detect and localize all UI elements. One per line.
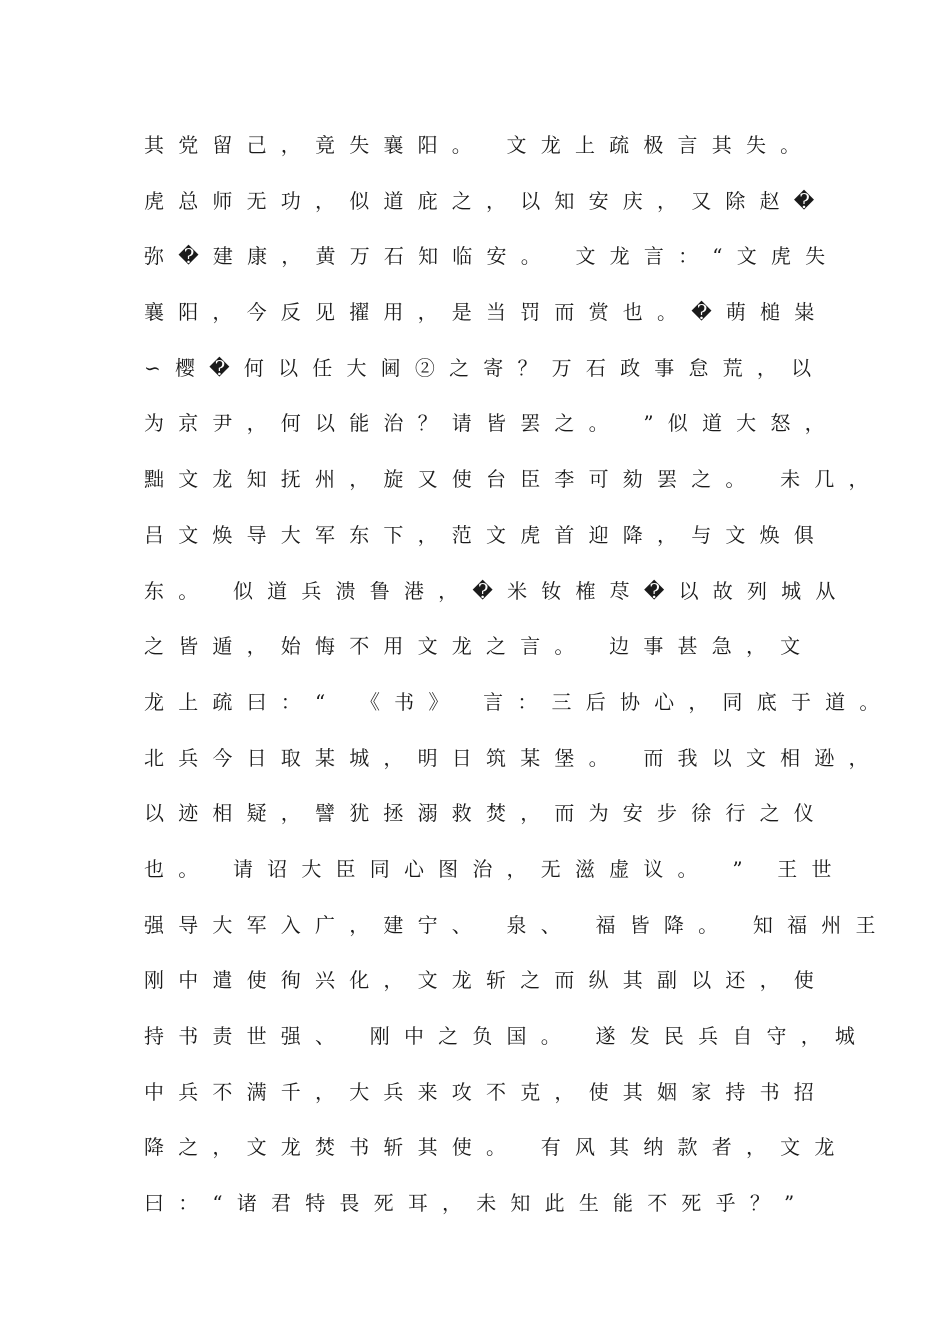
text-line: 为京尹，何以能治？请皆罢之。 ”似道大怒，	[144, 411, 839, 436]
text-body	[144, 130, 894, 1244]
text-line: 持书责世强、 刚中之负国。 遂发民兵自守，城	[144, 1024, 870, 1048]
text-line: 曰：“诸君特畏死耳，未知此生能不死乎？”	[144, 1191, 809, 1216]
text-line: 也。 请诏大臣同心图治，无滋虚议。 ” 王世	[144, 856, 846, 881]
text-line: 东。 似道兵溃鲁港，�米钕榷荩�以故列城从	[144, 578, 850, 603]
text-line: 龙上疏曰：“ 《书》 言：三后协心，同底于道。	[144, 689, 894, 714]
text-line: 之皆遁，始悔不用文龙之言。 边事甚急，文	[144, 634, 815, 659]
text-line: 强导大军入广，建宁、 泉、 福皆降。 知福州王	[144, 912, 890, 937]
text-line: 弥�建康，黄万石知临安。 文龙言：“文虎失	[144, 244, 840, 269]
text-line: 北兵今日取某城，明日筑某堡。 而我以文相逊，	[144, 745, 883, 770]
text-line: 其党留己，竟失襄阳。 文龙上疏极言其失。	[144, 133, 815, 157]
text-line: 吕文焕导大军东下，范文虎首迎降，与文焕俱	[144, 522, 828, 547]
text-line: 虎总师无功，似道庇之，以知安庆，又除赵�	[144, 188, 829, 213]
text-line: 襄阳，今反见擢用，是当罚而赏也。�萌槌粜	[144, 300, 829, 325]
text-line: 刚中遣使徇兴化，文龙斩之而纵其副以还，使	[144, 968, 828, 993]
text-line: 黜文龙知抚州，旋又使台臣李可劾罢之。 未几，	[144, 467, 883, 492]
text-line: ∽樱�何以任大阃②之寄？万石政事怠荒，以	[144, 355, 826, 380]
text-line: 以迹相疑，譬犹拯溺救焚，而为安步徐行之仪	[144, 801, 828, 826]
text-line: 降之，文龙焚书斩其使。 有风其纳款者，文龙	[144, 1135, 849, 1160]
text-line: 中兵不满千，大兵来攻不克，使其姻家持书招	[144, 1079, 828, 1104]
